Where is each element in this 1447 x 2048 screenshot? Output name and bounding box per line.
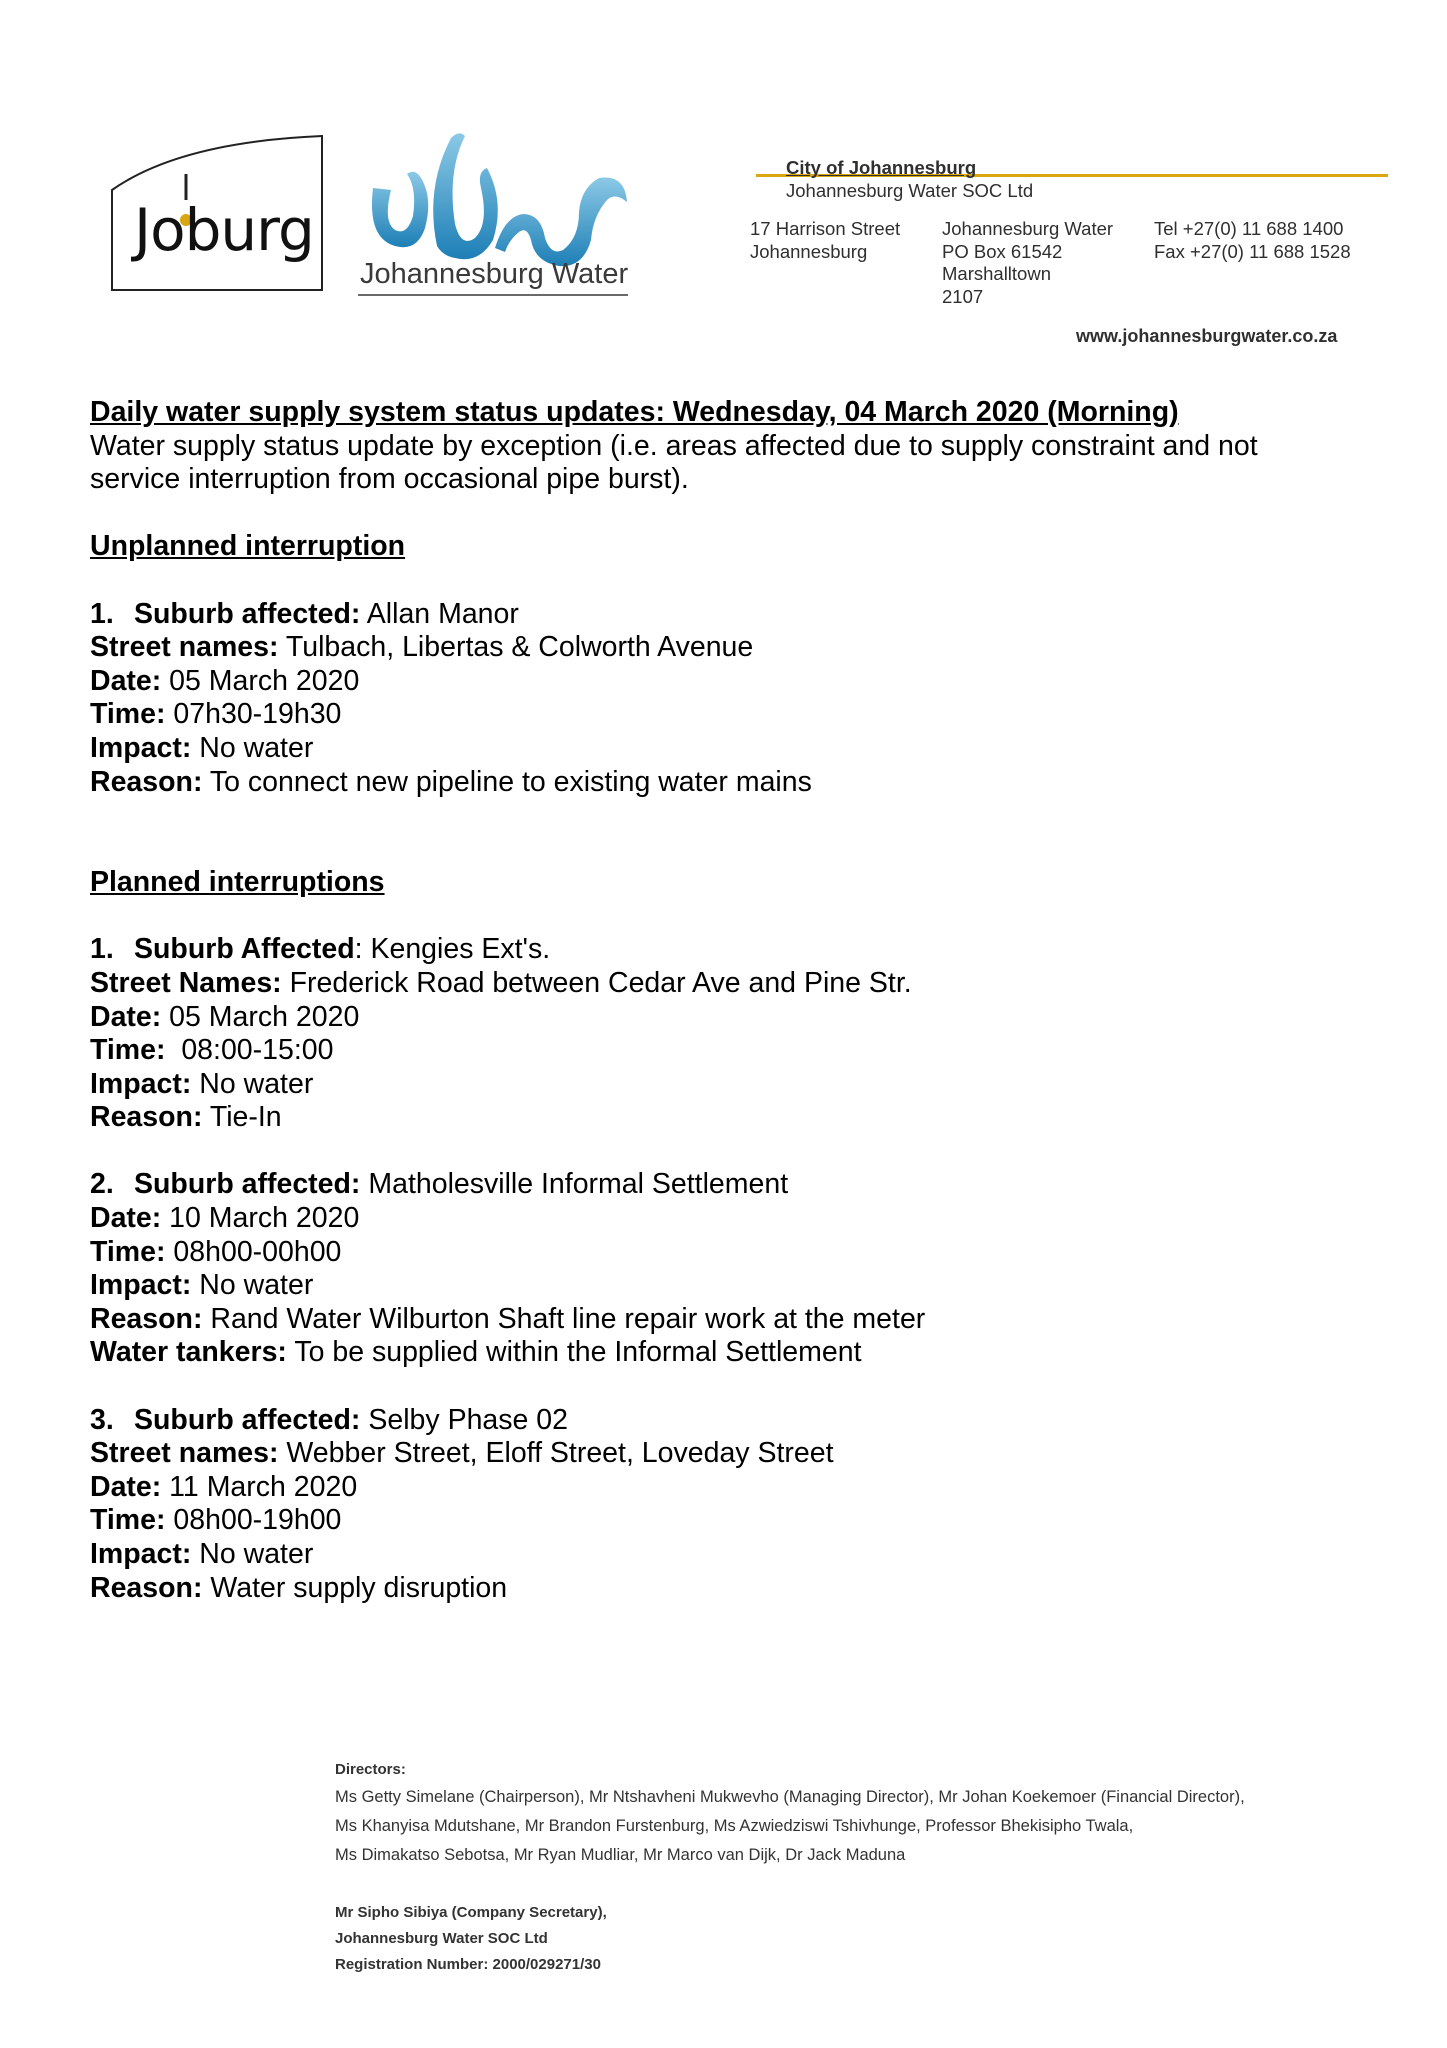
planned-item-1: [90, 933, 1350, 1135]
header-city: City of Johannesburg: [786, 157, 977, 178]
field-label: Time:: [90, 1504, 166, 1537]
field-label: Time:: [90, 698, 166, 731]
field-label: Water tankers:: [90, 1336, 287, 1369]
streets-value: Frederick Road between Cedar Ave and Pine Str.: [281, 966, 912, 999]
field-label: Date:: [90, 1000, 162, 1033]
field-label: Time:: [90, 1235, 166, 1268]
impact-value: No water: [191, 1269, 314, 1302]
suburb-value: Matholesville Informal Settlement: [360, 1168, 789, 1201]
streets-value: Tulbach, Libertas & Colworth Avenue: [278, 631, 754, 664]
joburg-logo-text: Joburg: [134, 196, 314, 264]
field-label: Street names:: [90, 1437, 279, 1470]
intro-text-line: Water supply status update by exception (i.e. areas affected due to supply constraint and not: [90, 429, 1258, 462]
field-label: Suburb affected:: [134, 1403, 361, 1436]
logo-underline: [358, 294, 628, 296]
impact-value: No water: [191, 1067, 314, 1100]
field-label: Suburb affected:: [134, 597, 361, 630]
time-value: 08:00-15:00: [165, 1034, 334, 1067]
item-number: 2.: [90, 1168, 114, 1201]
field-label: Impact:: [90, 1269, 192, 1302]
document-title: Daily water supply system status updates: Wednesday, 04 March 2020 (Morning): [90, 396, 1179, 428]
streets-value: Webber Street, Eloff Street, Loveday Street: [278, 1437, 834, 1470]
field-label: Date:: [90, 1202, 162, 1235]
field-label: Time:: [90, 1034, 166, 1067]
item-number: 1.: [90, 597, 114, 630]
website-link[interactable]: www.johannesburgwater.co.za: [1076, 326, 1338, 346]
field-label: Impact:: [90, 1538, 192, 1570]
field-label: Reason:: [90, 765, 203, 798]
document-body: [90, 396, 1350, 1605]
field-label: Date:: [90, 1470, 162, 1503]
fax: Fax +27(0) 11 688 1528: [1154, 240, 1351, 262]
field-label: Date:: [90, 664, 162, 697]
impact-value: No water: [191, 1538, 314, 1570]
postal-line: Johannesburg Water: [942, 218, 1114, 239]
footer-directors-line: Ms Dimakatso Sebotsa, Mr Ryan Mudliar, Mr Marco van Dijk, Dr Jack Maduna: [335, 1846, 906, 1864]
postal-line: 2107: [942, 285, 984, 307]
impact-value: No water: [191, 731, 314, 764]
item-number: 1.: [90, 933, 114, 966]
field-label: Reason:: [90, 1101, 203, 1134]
date-value: 05 March 2020: [161, 664, 360, 697]
footer-directors-label: Directors:: [335, 1761, 406, 1778]
time-value: 08h00-19h00: [165, 1504, 342, 1537]
date-value: 11 March 2020: [161, 1470, 358, 1503]
footer-secretary: Mr Sipho Sibiya (Company Secretary),: [335, 1904, 607, 1921]
header-company: Johannesburg Water SOC Ltd: [786, 180, 1034, 201]
planned-item-2: [90, 1168, 1350, 1370]
date-value: 05 March 2020: [161, 1000, 360, 1033]
field-label: Street Names:: [90, 966, 282, 999]
reason-value: To connect new pipeline to existing water mains: [202, 765, 812, 798]
reason-value: Tie-In: [202, 1101, 282, 1134]
time-value: 07h30-19h30: [165, 698, 342, 731]
field-label: Impact:: [90, 731, 192, 764]
header-street-address: [750, 218, 900, 263]
johannesburg-water-logo-text: Johannesburg Water: [360, 258, 629, 290]
reason-value: Water supply disruption: [202, 1571, 508, 1604]
suburb-value: Selby Phase 02: [360, 1403, 568, 1436]
planned-item-3: [90, 1404, 1350, 1606]
field-label: Reason:: [90, 1302, 203, 1335]
item-number: 3.: [90, 1403, 114, 1436]
field-label: Impact:: [90, 1067, 192, 1100]
footer-directors-line: Ms Khanyisa Mdutshane, Mr Brandon Furstenburg, Ms Azwiedziswi Tshivhunge, Professor Bhekisipho Twala,: [335, 1817, 1134, 1835]
unplanned-item-1: [90, 598, 1350, 800]
footer-registration: Registration Number: 2000/029271/30: [335, 1956, 601, 1973]
tankers-value: To be supplied within the Informal Settlement: [286, 1336, 862, 1369]
suburb-value: : Kengies Ext's.: [354, 933, 551, 966]
footer-directors-line: Ms Getty Simelane (Chairperson), Mr Ntshavheni Mukwevho (Managing Director), Mr Johan Koekemoer (Financial Director),: [335, 1788, 1245, 1806]
postal-line: Marshalltown: [942, 263, 1051, 284]
unplanned-heading: Unplanned interruption: [90, 530, 406, 563]
joburg-logo: [110, 134, 324, 292]
suburb-value: Allan Manor: [360, 597, 519, 630]
address-line: Johannesburg: [750, 240, 868, 262]
header-contact-numbers: [1154, 218, 1351, 263]
field-label: Reason:: [90, 1571, 203, 1604]
date-value: 10 March 2020: [161, 1202, 360, 1235]
footer-company: Johannesburg Water SOC Ltd: [335, 1930, 548, 1947]
planned-heading: Planned interruptions: [90, 866, 385, 899]
address-line: 17 Harrison Street: [750, 218, 901, 239]
time-value: 08h00-00h00: [165, 1235, 342, 1268]
telephone: Tel +27(0) 11 688 1400: [1154, 218, 1344, 239]
reason-value: Rand Water Wilburton Shaft line repair work at the meter: [202, 1302, 926, 1335]
field-label: Suburb Affected: [134, 933, 355, 966]
field-label: Street names:: [90, 631, 279, 664]
header-postal-address: [942, 218, 1113, 308]
field-label: Suburb affected:: [134, 1168, 361, 1201]
intro-text-line: service interruption from occasional pipe burst).: [90, 463, 689, 496]
postal-line: PO Box 61542: [942, 240, 1063, 262]
